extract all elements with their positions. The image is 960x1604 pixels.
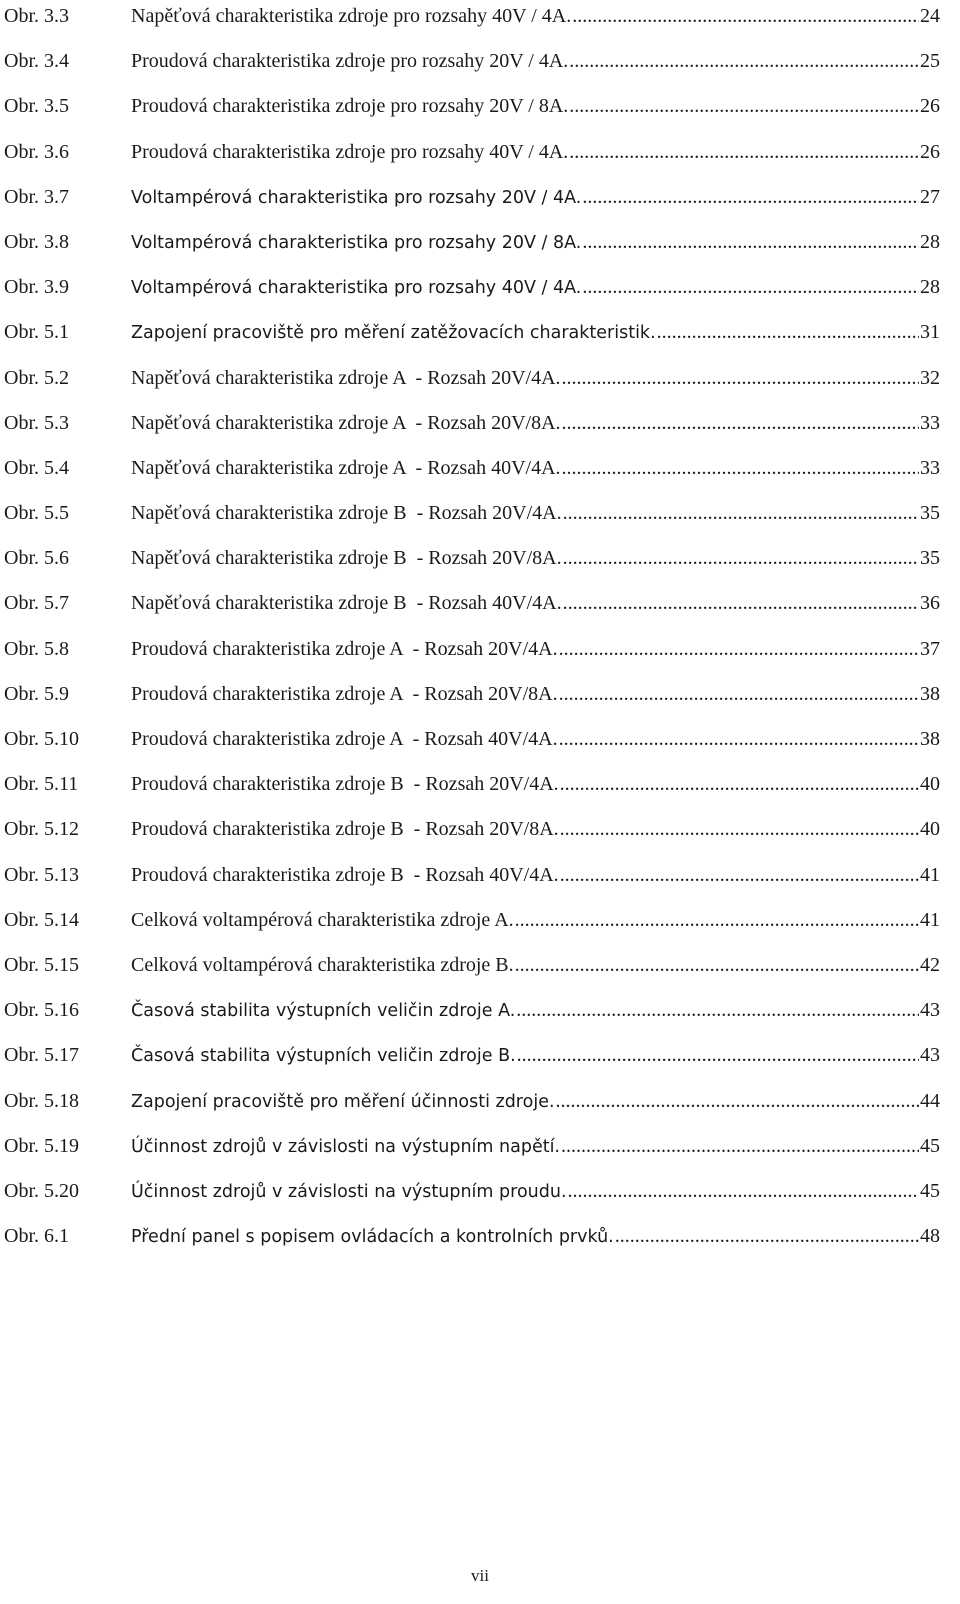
toc-entry[interactable]	[4, 401, 940, 446]
dot-leader	[569, 84, 919, 129]
page-reference: 40	[920, 773, 940, 796]
toc-entry[interactable]	[4, 1079, 940, 1124]
page-reference: 48	[920, 1225, 940, 1248]
figure-number: Obr. 5.17	[4, 1044, 79, 1067]
figure-number: Obr. 5.18	[4, 1089, 79, 1112]
toc-entry[interactable]	[4, 1214, 940, 1259]
figure-title: Účinnost zdrojů v závislosti na výstupním napětí.	[131, 1136, 560, 1157]
page-reference: 43	[920, 999, 940, 1022]
dot-leader	[517, 1033, 919, 1078]
page-reference: 36	[920, 592, 940, 615]
figure-title: Napěťová charakteristika zdroje B - Rozsah 40V/4A.	[131, 592, 562, 615]
figure-title: Zapojení pracoviště pro měření zatěžovacích charakteristik.	[131, 323, 656, 344]
toc-entry[interactable]	[4, 310, 940, 355]
figure-title: Celková voltampérová charakteristika zdroje A.	[131, 908, 514, 931]
dot-leader	[569, 130, 919, 175]
figure-title: Proudová charakteristika zdroje A - Rozsah 20V/8A.	[131, 682, 558, 705]
toc-entry[interactable]	[4, 1033, 940, 1078]
dot-leader	[569, 39, 919, 84]
figure-title: Proudová charakteristika zdroje A - Rozsah 40V/4A.	[131, 728, 558, 750]
figure-number: Obr. 5.20	[4, 1179, 79, 1202]
page-reference: 43	[920, 1044, 940, 1067]
figure-number: Obr. 5.8	[4, 637, 69, 660]
dot-leader	[561, 1124, 919, 1169]
toc-entry[interactable]	[4, 988, 940, 1033]
figure-title: Voltampérová charakteristika pro rozsahy 40V / 4A.	[131, 278, 582, 299]
page-reference: 25	[920, 50, 940, 73]
page-reference: 41	[920, 908, 940, 931]
toc-entry[interactable]	[4, 446, 940, 491]
figure-title: Napěťová charakteristika zdroje pro rozsahy 40V / 4A.	[131, 5, 572, 27]
page-reference: 45	[920, 1179, 940, 1202]
figure-title: Časová stabilita výstupních veličin zdroje B.	[131, 1046, 516, 1067]
dot-leader	[562, 446, 919, 491]
page-reference: 26	[920, 95, 940, 118]
dot-leader	[562, 401, 919, 446]
figure-number: Obr. 3.4	[4, 50, 69, 73]
figure-number: Obr. 5.3	[4, 411, 69, 434]
figure-title: Účinnost zdrojů v závislosti na výstupním proudu.	[131, 1181, 567, 1202]
toc-entry[interactable]	[4, 175, 940, 220]
page-reference: 44	[920, 1089, 940, 1112]
page-reference: 37	[920, 637, 940, 660]
figure-title: Proudová charakteristika zdroje B - Rozsah 20V/8A.	[131, 818, 559, 841]
figure-number: Obr. 5.5	[4, 502, 69, 525]
page-number: vii	[471, 1566, 489, 1585]
toc-entry[interactable]	[4, 536, 940, 581]
figure-title: Přední panel s popisem ovládacích a kontrolních prvků.	[131, 1227, 614, 1248]
toc-entry[interactable]	[4, 943, 940, 988]
dot-leader	[582, 265, 919, 310]
figure-number: Obr. 3.8	[4, 230, 69, 253]
dot-leader	[515, 943, 919, 988]
dot-leader	[563, 491, 919, 536]
page-reference: 24	[920, 5, 940, 27]
figure-number: Obr. 5.14	[4, 908, 79, 931]
dot-leader	[559, 717, 919, 762]
page-reference: 33	[920, 456, 940, 479]
dot-leader	[568, 1169, 919, 1214]
toc-entry[interactable]	[4, 853, 940, 898]
figure-number: Obr. 5.11	[4, 773, 79, 796]
toc-entry[interactable]	[4, 898, 940, 943]
dot-leader	[516, 988, 919, 1033]
figure-title: Voltampérová charakteristika pro rozsahy 20V / 4A.	[131, 187, 582, 208]
page-reference: 28	[920, 230, 940, 253]
toc-entry[interactable]	[4, 762, 940, 807]
page-reference: 40	[920, 818, 940, 841]
dot-leader	[582, 220, 919, 265]
page-reference: 27	[920, 185, 940, 208]
dot-leader	[562, 356, 919, 401]
toc-entry[interactable]	[4, 807, 940, 852]
figure-number: Obr. 5.6	[4, 547, 69, 570]
page-reference: 35	[920, 547, 940, 570]
figure-title: Proudová charakteristika zdroje pro rozsahy 20V / 4A.	[131, 50, 569, 73]
dot-leader	[556, 1079, 919, 1124]
page-reference: 35	[920, 502, 940, 525]
dot-leader	[559, 627, 919, 672]
toc-entry[interactable]	[4, 130, 940, 175]
dot-leader	[559, 672, 919, 717]
toc-entry[interactable]	[4, 0, 940, 39]
figure-title: Proudová charakteristika zdroje A - Rozsah 20V/4A.	[131, 637, 558, 660]
list-of-figures	[4, 0, 940, 1259]
toc-entry[interactable]	[4, 84, 940, 129]
dot-leader	[615, 1214, 919, 1259]
figure-title: Napěťová charakteristika zdroje A - Rozsah 20V/4A.	[131, 366, 561, 389]
dot-leader	[572, 0, 919, 39]
toc-entry[interactable]	[4, 627, 940, 672]
page-reference: 32	[920, 366, 940, 389]
page-reference: 42	[920, 953, 940, 976]
figure-number: Obr. 5.1	[4, 321, 69, 344]
dot-leader	[657, 310, 919, 355]
page-reference: 38	[920, 728, 940, 750]
toc-entry[interactable]	[4, 581, 940, 626]
page-reference: 31	[920, 321, 940, 344]
dot-leader	[515, 898, 919, 943]
page-reference: 28	[920, 276, 940, 299]
dot-leader	[560, 853, 919, 898]
figure-title: Napěťová charakteristika zdroje B - Rozsah 20V/8A.	[131, 547, 562, 570]
figure-number: Obr. 3.6	[4, 140, 69, 163]
toc-entry[interactable]	[4, 220, 940, 265]
figure-title: Napěťová charakteristika zdroje A - Rozsah 20V/8A.	[131, 411, 561, 434]
page-reference: 33	[920, 411, 940, 434]
figure-title: Zapojení pracoviště pro měření účinnosti zdroje.	[131, 1091, 555, 1112]
figure-number: Obr. 5.2	[4, 366, 69, 389]
dot-leader	[563, 581, 919, 626]
figure-number: Obr. 3.5	[4, 95, 69, 118]
toc-entry[interactable]	[4, 672, 940, 717]
toc-entry[interactable]	[4, 39, 940, 84]
figure-title: Proudová charakteristika zdroje pro rozsahy 40V / 4A.	[131, 140, 569, 163]
figure-number: Obr. 3.7	[4, 185, 69, 208]
toc-entry[interactable]	[4, 265, 940, 310]
figure-number: Obr. 5.19	[4, 1134, 79, 1157]
page-reference: 38	[920, 682, 940, 705]
figure-number: Obr. 5.16	[4, 999, 79, 1022]
toc-entry[interactable]	[4, 1124, 940, 1169]
figure-number: Obr. 3.3	[4, 5, 69, 27]
dot-leader	[560, 762, 919, 807]
dot-leader	[563, 536, 919, 581]
toc-entry[interactable]	[4, 356, 940, 401]
figure-number: Obr. 5.9	[4, 682, 69, 705]
figure-title: Proudová charakteristika zdroje B - Rozsah 20V/4A.	[131, 773, 559, 796]
figure-number: Obr. 5.12	[4, 818, 79, 841]
dot-leader	[560, 807, 919, 852]
toc-entry[interactable]	[4, 491, 940, 536]
figure-title: Časová stabilita výstupních veličin zdroje A.	[131, 1001, 516, 1022]
figure-title: Voltampérová charakteristika pro rozsahy 20V / 8A.	[131, 232, 582, 253]
page-reference: 45	[920, 1134, 940, 1157]
figure-number: Obr. 5.10	[4, 728, 79, 750]
page-reference: 41	[920, 863, 940, 886]
figure-number: Obr. 5.7	[4, 592, 69, 615]
figure-number: Obr. 5.13	[4, 863, 79, 886]
dot-leader	[582, 175, 919, 220]
figure-title: Proudová charakteristika zdroje B - Rozsah 40V/4A.	[131, 863, 559, 886]
page-reference: 26	[920, 140, 940, 163]
figure-title: Napěťová charakteristika zdroje A - Rozsah 40V/4A.	[131, 456, 561, 479]
figure-number: Obr. 5.15	[4, 953, 79, 976]
figure-number: Obr. 5.4	[4, 456, 69, 479]
toc-entry[interactable]	[4, 1169, 940, 1214]
toc-entry[interactable]	[4, 717, 940, 762]
figure-title: Proudová charakteristika zdroje pro rozsahy 20V / 8A.	[131, 95, 569, 118]
figure-title: Napěťová charakteristika zdroje B - Rozsah 20V/4A.	[131, 502, 562, 525]
figure-number: Obr. 6.1	[4, 1225, 69, 1248]
figure-title: Celková voltampérová charakteristika zdroje B.	[131, 953, 514, 976]
figure-number: Obr. 3.9	[4, 276, 69, 299]
